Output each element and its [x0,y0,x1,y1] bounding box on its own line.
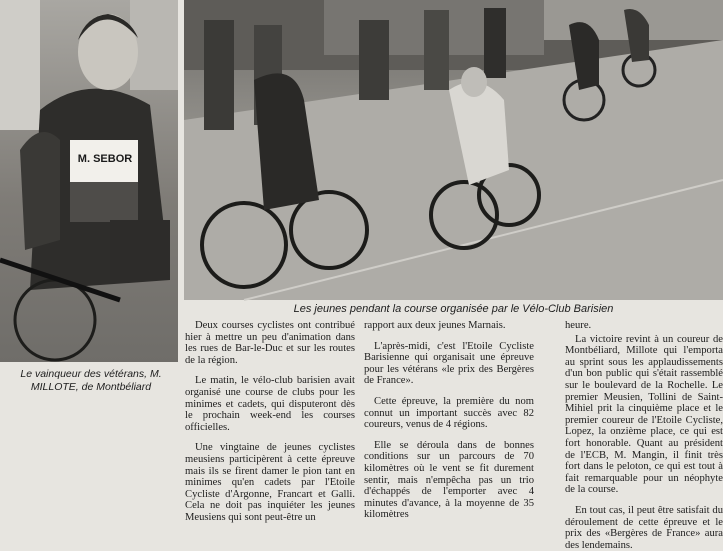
article-paragraph: heure. [565,320,592,331]
race-caption: Les jeunes pendant la course organisée par le Vélo-Club Barisien [293,303,614,315]
article-paragraph: Cette épreuve, la première du nom connut un important succès avec 82 coureurs, venus de 4 régions. [364,395,534,431]
article-paragraph: Elle se déroula dans de bonnes conditions sur un parcours de 70 kilomètres où le vent se fit durement sentir, mais n'empêcha pas un trio d'échappés de l'emporter avec 4 minutes d'avance, à la moyenne de 35 kilomètres [364,439,534,521]
article-column-1 [185,320,355,527]
article-paragraph: rapport aux deux jeunes Marnais. [364,320,506,331]
race-photo-illustration [184,0,723,300]
winner-photo [0,0,178,362]
winner-photo-illustration [0,0,178,362]
article-paragraph: Une vingtaine de jeunes cyclistes meusiens participèrent à cette épreuve mais ils se firent damer le pion tant en minimes qu'en cadets par l'Etoile Cycliste d'Argonne, Francart et Galli. Cela ne doit pas inquiéter les jeunes Meusiens qui sont peut-être un [185,442,355,523]
jersey-lettering: M. SEBOR [77,153,133,165]
race-photo [184,0,723,300]
article-column-3 [565,320,723,551]
article-paragraph: Le matin, le vélo-club barisien avait organisé une course de clubs pour les minimes et cadets, qui disputeront dès le prochain week-end les courses officielles. [185,375,355,433]
article-paragraph: L'après-midi, c'est l'Etoile Cycliste Barisienne qui organisait une épreuve pour les vétérans «le prix des Bergères de France». [364,340,534,387]
article-paragraph: La victoire revint à un coureur de Montbéliard, Millote qui l'emporta au sprint sous les applaudissements d'un bon public qui s'était rassemblé sur le boulevard de la Rochelle. Le premier Meusien, Tollini de Saint-Mihiel prit la cinquième place et le premier coureur de l'Etoile Cycliste, Lopez, la onzième place, ce qui est fort honorable. Quant au président de l'ECB, M. Mangin, il finit très fort dans le peloton, ce qui est tout à fait remarquable pour un néophyte de la course. [565,333,723,496]
winner-caption: Le vainqueur des vétérans, M. MILLOTE, de Montbéliard [20,368,162,393]
article-paragraph: En tout cas, il peut être satisfait du déroulement de cette épreuve et le prix des «Bergères de France» aura des lendemains. [565,504,723,551]
article-column-2 [364,320,534,527]
article-paragraph: Deux courses cyclistes ont contribué hier à mettre un peu d'animation dans les rues de Bar-le-Duc et sur les routes de la région. [185,320,355,366]
